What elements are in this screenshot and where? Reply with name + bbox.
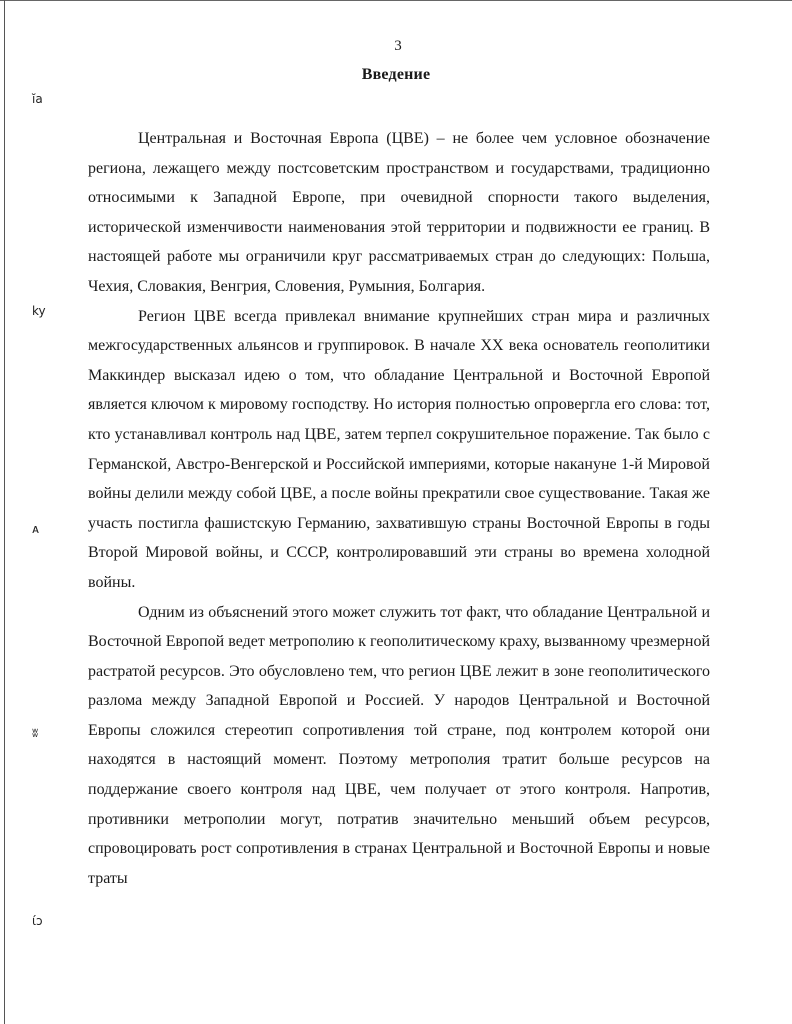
paragraph-2: Регион ЦВЕ всегда привлекал внимание крупнейших стран мира и различных межгосударственных альянсов и группировок. В начале XX века основатель геополитики Маккиндер высказал идею о том, что обладание Центральной и Восточной Европой является ключом к мировому господству. Но история полностью опровергла его слова: тот, кто устанавливал контроль над ЦВЕ, затем терпел сокрушительное поражение. Так было с Германской, Австро-Венгерской и Российской империями, которые накануне 1-й Мировой войны делили между собой ЦВЕ, а после войны прекратили свое существование. Такая же участь постигла фашистскую Германию, захватившую страны Восточной Европы в годы Второй Мировой войны, и СССР, контролировавший эти страны во времена холодной войны.	[88, 307, 710, 591]
page-title: Введение	[361, 66, 431, 83]
margin-mark: ky	[32, 304, 46, 318]
margin-mark: ίͻ	[32, 914, 43, 928]
margin-mark: ᴀ	[32, 522, 40, 536]
document-body	[88, 124, 710, 893]
margin-mark: ʬ	[32, 726, 39, 740]
page-number: 3	[394, 38, 402, 54]
margin-mark: ĭa	[32, 92, 43, 106]
scan-left-edge	[4, 0, 5, 1024]
paragraph-1: Центральная и Восточная Европа (ЦВЕ) – не более чем условное обозначение региона, лежащего между постсоветским пространством и государствами, традиционно относимыми к Западной Европе, при очевидной спорности такого выделения, исторической изменчивости наименования этой территории и подвижности ее границ. В настоящей работе мы ограничили круг рассматриваемых стран до следующих: Польша, Чехия, Словакия, Венгрия, Словения, Румыния, Болгария.	[88, 130, 710, 295]
paragraph-3: Одним из объяснений этого может служить тот факт, что обладание Центральной и Восточной Европой ведет метрополию к геополитическому краху, вызванному чрезмерной растратой ресурсов. Это обусловлено тем, что регион ЦВЕ лежит в зоне геополитического разлома между Западной Европой и Россией. У народов Центральной и Восточной Европы сложился стереотип сопротивления той стране, под контролем которой они находятся в настоящий момент. Поэтому метрополия тратит больше ресурсов на поддержание своего контроля над ЦВЕ, чем получает от этого контроля. Напротив, противники метрополии могут, потратив значительно меньший объем ресурсов, спровоцировать рост сопротивления в странах Центральной и Восточной Европы и новые траты	[88, 603, 710, 887]
scan-top-edge	[0, 0, 792, 5]
